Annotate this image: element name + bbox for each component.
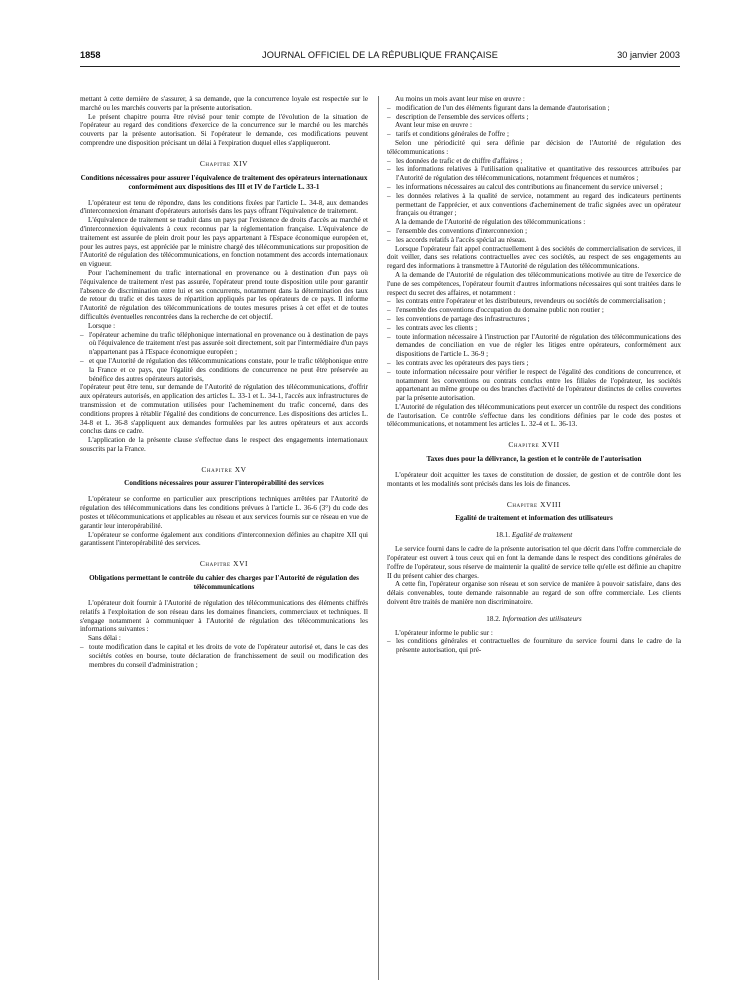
paragraph: Lorsque :: [88, 321, 116, 330]
paragraph: Au moins un mois avant leur mise en œuvre :: [395, 95, 525, 103]
chapter-heading: Conditions nécessaires pour assurer l'interopérabilité des services: [124, 479, 324, 488]
paragraph: Avant leur mise en œuvre :: [395, 121, 473, 130]
paragraph: L'application de la présente clause s'effectue dans le respect des engagements internationaux souscrits par la France.: [80, 436, 368, 453]
paragraph: L'opérateur informe le public sur :: [395, 628, 493, 637]
paragraph: L'équivalence de traitement se traduit dans un pays par l'existence de droits d'accès au marché et d'interconnexion équivalents à ceux reconnus par la réglementation française. L'équivalence de traitement est assurée de plein droit pour les pays appartenant à l'Espace économique européen et, pour les autres pays, est appréciée par le ministre chargé des télécommunications sur proposition de l'Autorité de régulation des télécommunications, en fonction notamment des accords internationaux en vigueur.: [80, 216, 368, 269]
section-heading: [387, 531, 681, 540]
list-item: – les contrats avec les clients ;: [387, 324, 681, 333]
list-item: – description de l'ensemble des services offerts ;: [387, 113, 681, 122]
paragraph: Le service fourni dans le cadre de la présente autorisation tel que décrit dans l'offre commerciale de l'opérateur est ouvert à tous ceux qui en font la demande dans le respect des conditions générales de l'offre de l'opérateur, sous réserve de maintenir la qualité de service telle qu'elle est définie au chapitre II du présent cahier des charges.: [387, 545, 681, 580]
list-item: – les informations nécessaires au calcul des contributions au financement du service universel ;: [387, 183, 681, 192]
list-item: – l'opérateur achemine du trafic téléphonique international en provenance ou à destination de pays où l'équivalence de traitement n'est pas assurée soit directement, soit par l'intermédiaire d'un pays n'appartenant pas à l'Espace économique européen ;: [80, 331, 368, 357]
paragraph: L'opérateur doit acquitter les taxes de constitution de dossier, de gestion et de contrôle dont les montants et les modalités sont précisés dans les lois de finances.: [387, 471, 681, 488]
list-item: – les informations relatives à l'utilisation qualitative et quantitative des ressources attribuées par l'Autorité de régulation des télécommunications, notamment fréquences et numéros ;: [387, 165, 681, 183]
paragraph: A la demande de l'Autorité de régulation des télécommunications motivée au titre de l'exercice de l'une de ses compétences, l'opérateur fournit d'autres informations nécessaires qui sont traitées dans le respect du secret des affaires, et notamment :: [387, 270, 681, 297]
section-title: Information des utilisateurs: [502, 614, 582, 623]
journal-title: JOURNAL OFFICIEL DE LA RÉPUBLIQUE FRANÇAISE: [262, 50, 498, 60]
section-number: 18.2.: [486, 614, 501, 623]
list-item: – les contrats avec les opérateurs des pays tiers ;: [387, 359, 681, 368]
chapter-label: Chapitre XV: [201, 464, 247, 474]
list-item: – modification de l'un des éléments figurant dans la demande d'autorisation ;: [387, 104, 681, 113]
paragraph: A cette fin, l'opérateur organise son réseau et son service de manière à pouvoir satisfaire, dans des délais convenables, toute demande raisonnable au regard de son offre commerciale. Les clients doivent être traités de manière non discriminatoire.: [387, 580, 681, 607]
list-item: – toute modification dans le capital et les droits de vote de l'opérateur autorisé et, dans le cas des sociétés cotées en bourse, toute déclaration de franchissement de seuil ou modification des membres du conseil d'administration ;: [80, 643, 368, 669]
list-item: – les conventions de partage des infrastructures ;: [387, 315, 681, 324]
chapter-heading: Obligations permettant le contrôle du cahier des charges par l'Autorité de régulation des télécommunications: [89, 574, 359, 592]
list-item: – toute information nécessaire pour vérifier le respect de l'égalité des conditions de concurrence, et notamment les conventions ou contrats conclus entre les filiales de l'opérateur, les sociétés appartenant au même groupe ou des branches d'activité de l'opérateur distinctes de celles couvertes par la présente autorisation.: [387, 368, 681, 403]
list-item: – l'ensemble des conventions d'interconnexion ;: [387, 227, 681, 236]
list-item: – les données relatives à la qualité de service, notamment au regard des indicateurs pertinents permettant de l'apprécier, et aux conventions d'acheminement de trafic signées avec un opérateur français ou étranger ;: [387, 192, 681, 218]
paragraph: A la demande de l'Autorité de régulation des télécommunications :: [395, 218, 586, 227]
chapter-label: Chapitre XVIII: [506, 499, 562, 509]
paragraph: l'opérateur peut être tenu, sur demande de l'Autorité de régulation des télécommunications, d'offrir aux opérateurs autorisés, en application des articles L. 33-1 et L. 34-1, l'accès aux infrastructures de transmission et de commutation utilisées pour l'acheminement du trafic concerné, dans des conditions propres à rétablir l'égalité des conditions de concurrence. Les dispositions des articles L. 34-8 et L. 36-8 s'appliquent aux demandes formulées par les autres opérateurs et aux accords conclus dans ce cadre.: [80, 383, 368, 436]
list-item: – les contrats entre l'opérateur et les distributeurs, revendeurs ou sociétés de commercialisation ;: [387, 297, 681, 306]
right-column: [387, 95, 681, 655]
left-column: [80, 95, 368, 669]
list-item: – tarifs et conditions générales de l'offre ;: [387, 130, 681, 139]
chapter-heading: Taxes dues pour la délivrance, la gestion et le contrôle de l'autorisation: [426, 455, 642, 464]
list-item: – les données de trafic et de chiffre d'affaires ;: [387, 157, 681, 166]
paragraph: L'opérateur se conforme également aux conditions d'interconnexion définies au chapitre XII qui garantissent l'interopérabilité des services.: [80, 530, 368, 548]
list-item: – les conditions générales et contractuelles de fourniture du service fourni dans le cadre de la présente autorisation, qui pré-: [387, 637, 681, 655]
paragraph: L'opérateur doit fournir à l'Autorité de régulation des télécommunications des éléments chiffrés relatifs à l'exploitation de son réseau dans les domaines financiers, commerciaux et techniques. Il s'engage notamment à communiquer à l'Autorité de régulation des télécommunications les informations suivantes :: [80, 599, 368, 634]
publication-date: 30 janvier 2003: [617, 50, 680, 60]
paragraph: mettant à cette dernière de s'assurer, à sa demande, que la concurrence loyale est respectée sur le marché ou les marchés couverts par la présente autorisation.: [80, 95, 368, 112]
column-divider: [378, 96, 379, 980]
list-item: – toute information nécessaire à l'instruction par l'Autorité de régulation des télécommunications des demandes de conciliation en vue de régler les litiges entre opérateurs, conformément aux dispositions de l'article L. 36-9 ;: [387, 333, 681, 359]
paragraph: Sans délai :: [88, 634, 121, 643]
section-heading: [387, 615, 681, 624]
list-item: – les accords relatifs à l'accès spécial au réseau.: [387, 236, 681, 245]
paragraph: Le présent chapitre pourra être révisé pour tenir compte de l'évolution de la situation de l'opérateur au regard des conditions d'exercice de la concurrence sur le marché ou les marchés couverts par la présente autorisation. Si l'opérateur le demande, ces modifications peuvent comprendre une disposition précisant un délai à l'expiration duquel elles s'appliqueront.: [80, 112, 368, 147]
paragraph: L'Autorité de régulation des télécommunications peut exercer un contrôle du respect des conditions de l'autorisation. Ce contrôle s'effectue dans les conditions définies par le code des postes et télécommunications, et notamment les articles L. 32-4 et L. 36-13.: [387, 402, 681, 429]
list-item: – l'ensemble des conventions d'occupation du domaine public non routier ;: [387, 306, 681, 315]
section-number: 18.1.: [495, 531, 511, 540]
list-item: – et que l'Autorité de régulation des télécommunications constate, pour le trafic téléphonique entre la France et ce pays, que l'égalité des conditions de concurrence ne peut être préservée au bénéfice des autres opérateurs autorisés,: [80, 357, 368, 383]
chapter-heading: Egalité de traitement et information des utilisateurs: [455, 514, 613, 523]
paragraph: L'opérateur se conforme en particulier aux prescriptions techniques arrêtées par l'Autorité de régulation des télécommunications dans les conditions prévues à l'article L. 36-6 (3°) du code des postes et télécommunications et applicables au réseau et aux services fournis sur ce réseau en vue de garantir leur interopérabilité.: [80, 495, 368, 530]
paragraph: Lorsque l'opérateur fait appel contractuellement à des sociétés de commercialisation de services, il doit veiller, dans ses relations contractuelles avec ces sociétés, au respect de ses engagements au regard des informations à transmettre à l'Autorité de régulation des télécommunications.: [387, 244, 681, 271]
section-title: Egalité de traitement: [511, 531, 573, 540]
paragraph: Pour l'acheminement du trafic international en provenance ou à destination d'un pays où l'équivalence de traitement n'est pas assurée, l'opérateur prend toute disposition utile pour garantir l'absence de discrimination entre lui et ses concurrents, notamment dans la détermination des taux de retour du trafic et des taxes de répartition appliqués par les opérateurs de ce pays. Il informe l'Autorité de régulation des télécommunications de toutes mesures prises à cet effet et de toutes difficultés éventuelles rencontrées dans la recherche de cet objectif.: [80, 268, 368, 321]
chapter-label: Chapitre XVII: [508, 440, 560, 450]
chapter-label: Chapitre XIV: [199, 158, 249, 168]
page-number: 1858: [80, 50, 101, 60]
header-rule: [80, 66, 680, 67]
paragraph: Selon une périodicité qui sera définie par décision de l'Autorité de régulation des télécommunications :: [387, 138, 681, 156]
page-header: [80, 50, 680, 66]
chapter-heading: Conditions nécessaires pour assurer l'équivalence de traitement des opérateurs internationaux conformément aux dispositions des III et IV de l'article L. 33-1: [80, 173, 368, 191]
chapter-label: Chapitre XVI: [199, 559, 249, 569]
paragraph: L'opérateur est tenu de répondre, dans les conditions fixées par l'article L. 34-8, aux demandes d'interconnexion émanant d'opérateurs autorisés dans les pays offrant l'équivalence de traitement.: [80, 198, 368, 216]
